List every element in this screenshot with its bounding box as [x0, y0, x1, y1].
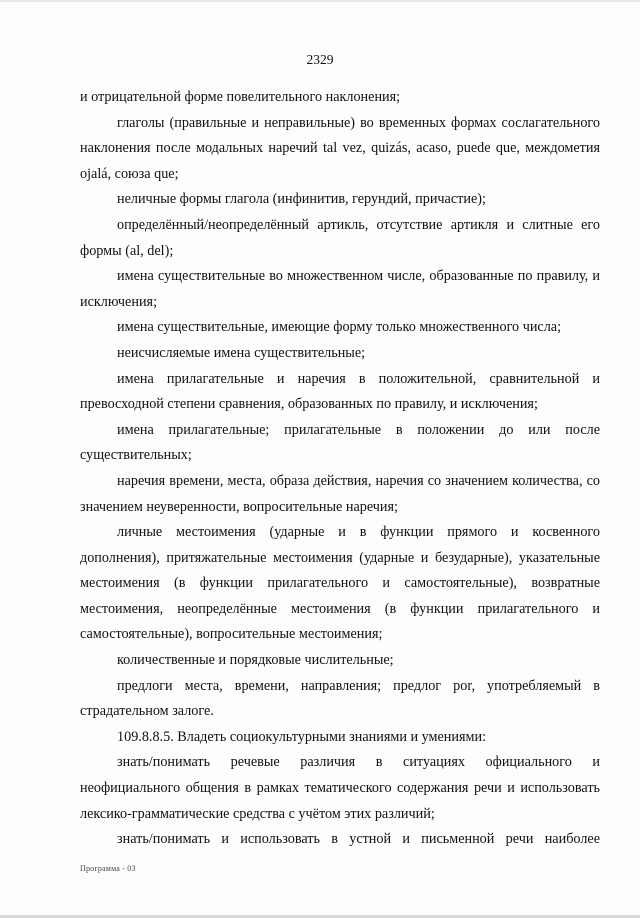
paragraph-1: и отрицательной форме повелительного наклонения;: [80, 89, 401, 105]
paragraph-15: знать/понимать речевые различия в ситуациях официального и неофициального общения в рамках тематического содержания речи и использовать лексико-грамматические средства с учётом этих различий;: [80, 754, 600, 822]
paragraph-5: имена существительные во множественном числе, образованные по правилу, и исключения;: [80, 268, 600, 310]
paragraph-8: имена прилагательные и наречия в положительной, сравнительной и превосходной степени сравнения, образованных по правилу, и исключения;: [80, 370, 600, 413]
paragraph-4: определённый/неопределённый артикль, отсутствие артикля и слитные его формы (al, del);: [80, 216, 600, 259]
paragraph-3: неличные формы глагола (инфинитив, герундий, причастие);: [117, 191, 486, 208]
paragraph-13: предлоги места, времени, направления; предлог por, употребляемый в страдательном залоге.: [80, 677, 600, 720]
paragraph-10: наречия времени, места, образа действия, наречия со значением количества, со значением неуверенности, вопросительные наречия;: [80, 472, 600, 515]
paragraph-12: количественные и порядковые числительные;: [117, 652, 394, 669]
footer-label: Программа - 03: [80, 864, 136, 873]
paragraph-16: знать/понимать и использовать в устной и письменной речи наиболее: [117, 831, 600, 848]
page-number: 2329: [306, 52, 334, 67]
document-body: [80, 85, 600, 853]
paragraph-7: неисчисляемые имена существительные;: [117, 344, 366, 361]
section-heading-109-8-8-5: 109.8.8.5. Владеть социокультурными знаниями и умениями:: [117, 728, 487, 745]
scan-edge-top: [0, 0, 640, 2]
paragraph-2: глаголы (правильные и неправильные) во временных формах сослагательного наклонения после модальных наречий tal vez, quizás, acaso, puede que, междометия ojalá, союза que;: [80, 114, 600, 182]
paragraph-6: имена существительные, имеющие форму только множественного числа;: [117, 319, 562, 336]
paragraph-9: имена прилагательные; прилагательные в положении до или после существительных;: [80, 421, 600, 464]
paragraph-11: личные местоимения (ударные и в функции прямого и косвенного дополнения), притяжательные местоимения (ударные и безударные), указательные местоимения (в функции прилагательного и самостоятельные), возвратные местоимения, неопределённые местоимения (в функции прилагательного и самостоятельные), вопросительные местоимения;: [80, 524, 600, 643]
